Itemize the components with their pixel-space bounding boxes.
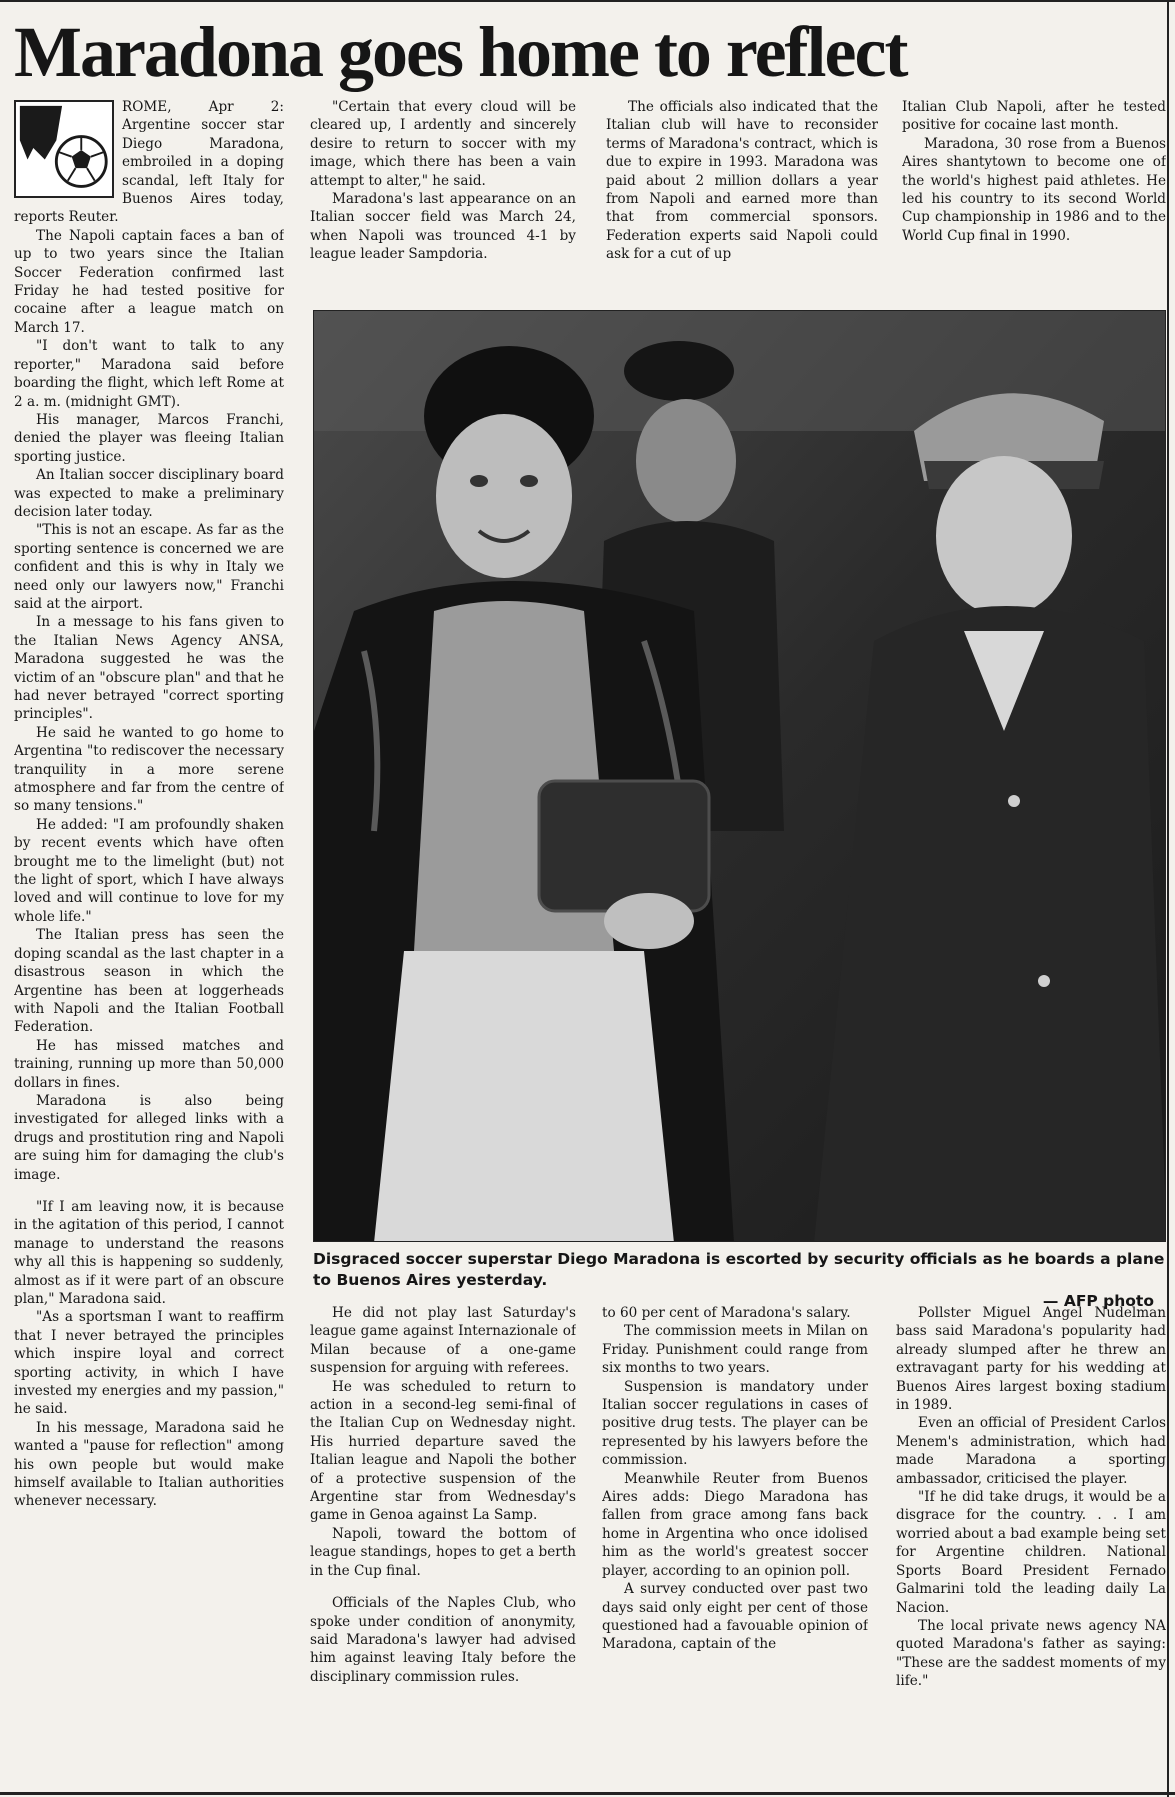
article-column-2-top [310, 98, 576, 304]
paragraph: His manager, Marcos Franchi, denied the player was fleeing Italian sporting justice. [14, 411, 284, 465]
paragraph: "This is not an escape. As far as the sporting sentence is concerned we are confident and this is why in Italy we need only our lawyers now," Franchi said at the airport. [14, 522, 284, 612]
photo-credit: — AFP photo [1042, 1292, 1154, 1310]
caption-text: Disgraced soccer superstar Diego Maradona is escorted by security officials as he boards a plane to Buenos Aires yesterday. [313, 1250, 1165, 1289]
paragraph: In his message, Maradona said he wanted a "pause for reflection" among his own people but would make himself available to Italian authorities whenever necessary. [14, 1419, 284, 1510]
paragraph: Maradona, 30 rose from a Buenos Aires shantytown to become one of the world's highest paid athletes. He led his country to its second World Cup championship in 1986 and to the World Cup final in 1990. [902, 135, 1166, 244]
maradona-airport-photo [314, 311, 1166, 1242]
paragraph: He was scheduled to return to action in a second-leg semi-final of the Italian Cup on Wednesday night. His hurried departure saved the Italian league and Napoli the bother of a protective suspension of the Argentine star from Wednesday's game in Genoa against La Samp. [310, 1378, 576, 1524]
paragraph: Maradona is also being investigated for alleged links with a drugs and prostitution ring and Napoli are suing him for damaging the club's image. [14, 1092, 284, 1183]
paragraph: He has missed matches and training, running up more than 50,000 dollars in fines. [14, 1037, 284, 1091]
photo-caption [313, 1249, 1166, 1312]
paragraph: The Napoli captain faces a ban of up to two years since the Italian Soccer Federation confirmed last Friday he had tested positive for cocaine after a league match on March 17. [14, 227, 284, 336]
paragraph: "If he did take drugs, it would be a disgrace for the country. . . I am worried about a bad example being set for Argentine children. National Sports Board President Fernado Galmarini told the leading daily La Nacion. [896, 1489, 1166, 1616]
article-column-3-top [606, 98, 878, 304]
column-rule [1167, 2, 1169, 1797]
paragraph: Suspension is mandatory under Italian soccer regulations in cases of positive drug tests. The player can be represented by his lawyers before the commission. [602, 1378, 868, 1469]
paragraph: An Italian soccer disciplinary board was expected to make a preliminary decision later today. [14, 467, 284, 520]
article-column-4-bottom [896, 1304, 1166, 1788]
article-column-2-bottom [310, 1304, 576, 1788]
paragraph: "Certain that every cloud will be cleared up, I ardently and sincerely desire to return to soccer with my image, which there has been a vain attempt to alter," he said. [310, 99, 576, 189]
paragraph: Officials of the Naples Club, who spoke under condition of anonymity, said Maradona's lawyer had advised him against leaving Italy before the disciplinary commission rules. [310, 1595, 576, 1685]
paragraph: Napoli, toward the bottom of league standings, hopes to get a berth in the Cup final. [310, 1525, 576, 1579]
paragraph: The Italian press has seen the doping scandal as the last chapter in a disastrous season in which the Argentine has been at loggerheads with Napoli and the Italian Football Federation. [14, 927, 284, 1036]
paragraph: In a message to his fans given to the Italian News Agency ANSA, Maradona suggested he was the victim of an "obscure plan" and that he had never betrayed "correct sporting principles". [14, 614, 284, 723]
article-column-4-top [902, 98, 1166, 304]
soccer-ball-logo-icon [14, 100, 114, 198]
paragraph: "I don't want to talk to any reporter," Maradona said before boarding the flight, which left Rome at 2 a. m. (midnight GMT). [14, 338, 284, 410]
paragraph: He added: "I am profoundly shaken by recent events which have often brought me to the limelight (but) not the light of sport, which I have always loved and will continue to love for my whole life." [14, 816, 284, 925]
paragraph: Pollster Miguel Angel Nudelman bass said Maradona's popularity had already slumped after he threw an extravagant party for his wedding at Buenos Aires largest boxing stadium in 1989. [896, 1305, 1166, 1414]
paragraph: He did not play last Saturday's league game against Internazionale of Milan because of a one-game suspension for arguing with referees. [310, 1305, 576, 1377]
paragraph: Italian Club Napoli, after he tested positive for cocaine last month. [902, 99, 1166, 134]
article-column-1 [14, 98, 284, 1788]
paragraph: Even an official of President Carlos Menem's administration, which had made Maradona a sporting ambassador, criticised the player. [896, 1415, 1166, 1487]
paragraph: He said he wanted to go home to Argentina "to rediscover the necessary tranquility in a more serene atmosphere and far from the centre of so many tensions." [14, 724, 284, 815]
paragraph: "As a sportsman I want to reaffirm that I never betrayed the principles which inspire loyal and correct sporting activity, in which I have invested my energies and my passion," he said. [14, 1309, 284, 1418]
paragraph: ROME, Apr 2: Argentine soccer star Diego Maradona, embroiled in a doping scandal, left Italy for Buenos Aires today, reports Reuter. [14, 99, 284, 226]
paragraph: to 60 per cent of Maradona's salary. [602, 1305, 851, 1321]
paragraph: Maradona's last appearance on an Italian soccer field was March 24, when Napoli was trounced 4-1 by league leader Sampdoria. [310, 191, 576, 263]
headline: Maradona goes home to reflect [14, 12, 907, 92]
paragraph: "If I am leaving now, it is because in the agitation of this period, I cannot manage to understand the reasons why all this is happening so suddenly, almost as if it were part of an obscure plan," Maradona said. [14, 1198, 284, 1307]
news-photo [313, 310, 1166, 1242]
paragraph: The officials also indicated that the Italian club will have to reconsider terms of Maradona's contract, which is due to expire in 1993. Maradona was paid about 2 million dollars a year from Napoli and earned more than that from commercial sponsors. Federation experts said Napoli could ask for a cut of up [606, 99, 878, 263]
article-column-3-bottom [602, 1304, 868, 1788]
paragraph: The local private news agency NA quoted Maradona's father as saying: "These are the saddest moments of my life." [896, 1617, 1166, 1690]
paragraph: A survey conducted over past two days said only eight per cent of those questioned had a favouable opinion of Maradona, captain of the [602, 1581, 868, 1653]
paragraph: The commission meets in Milan on Friday. Punishment could range from six months to two years. [602, 1323, 868, 1377]
paragraph: Meanwhile Reuter from Buenos Aires adds: Diego Maradona has fallen from grace among fans back home in Argentina who once idolised him as the world's greatest soccer player, according to an opinion poll. [602, 1470, 868, 1579]
